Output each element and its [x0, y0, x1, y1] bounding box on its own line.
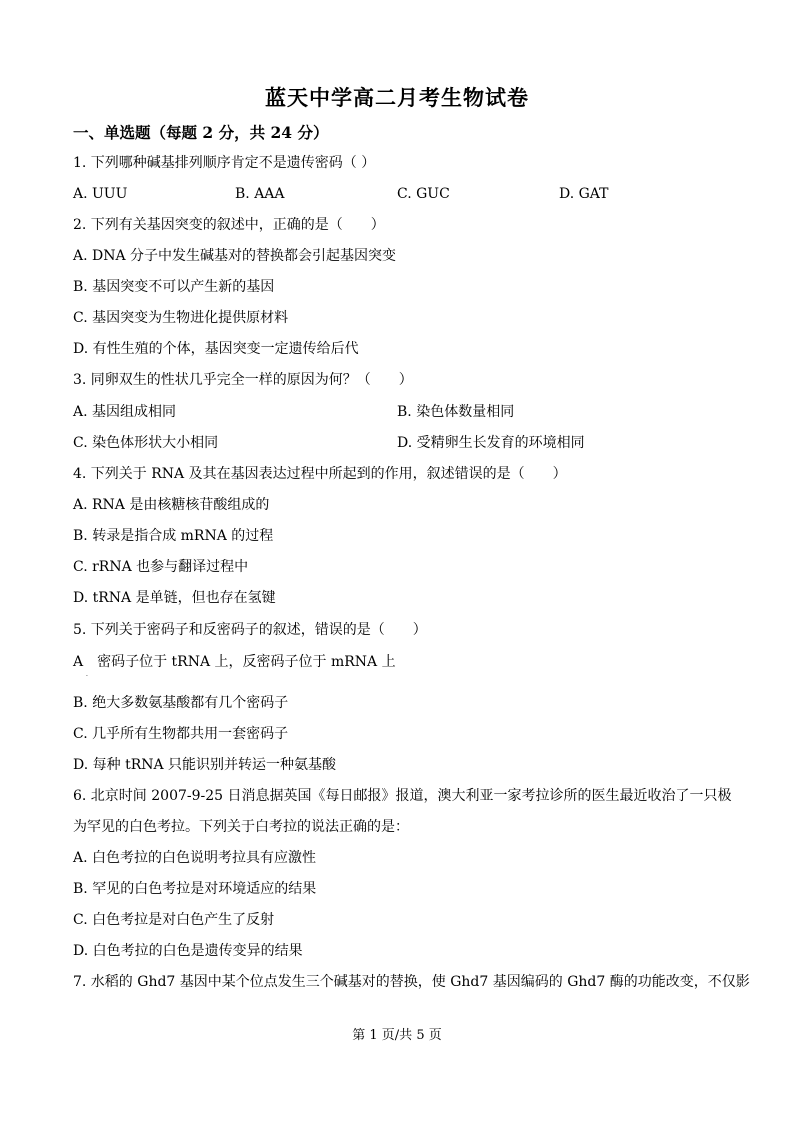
q3-option-d: D. 受精卵生长发育的环境相同: [397, 435, 585, 451]
section-heading: 一、单选题（每题 2 分，共 24 分）: [73, 123, 329, 142]
q4-option-d: D. tRNA 是单链，但也存在氢键: [73, 590, 276, 606]
q4-option-c: C. rRNA 也参与翻译过程中: [73, 559, 249, 575]
q4-option-a: A. RNA 是由核糖核苷酸组成的: [73, 497, 270, 513]
q1-option-c: C. GUC: [397, 186, 450, 202]
question-2-stem: 2. 下列有关基因突变的叙述中，正确的是（ ）: [73, 217, 385, 233]
q4-option-b: B. 转录是指合成 mRNA 的过程: [73, 528, 274, 544]
q1-option-d: D. GAT: [559, 186, 609, 202]
q6-option-c: C. 白色考拉是对白色产生了反射: [73, 912, 275, 928]
page-title: 蓝天中学高二月考生物试卷: [265, 85, 529, 110]
question-7-stem-line-1: 7. 水稻的 Ghd7 基因中某个位点发生三个碱基对的替换，使 Ghd7 基因编码的 Ghd7 酶的功能改变，不仅影: [73, 974, 750, 990]
page-footer: 第 1 页/共 5 页: [352, 1028, 442, 1043]
q1-option-b: B. AAA: [235, 186, 285, 202]
question-6-stem-line-2: 为罕见的白色考拉。下列关于白考拉的说法正确的是：: [73, 819, 409, 835]
q6-option-b: B. 罕见的白色考拉是对环境适应的结果: [73, 881, 317, 897]
q5-option-c: C. 几乎所有生物都共用一套密码子: [73, 726, 289, 742]
question-5-stem: 5. 下列关于密码子和反密码子的叙述，错误的是（ ）: [73, 622, 427, 638]
question-4-stem: 4. 下列关于 RNA 及其在基因表达过程中所起到的作用，叙述错误的是（ ）: [73, 466, 567, 482]
q6-option-a: A. 白色考拉的白色说明考拉具有应激性: [73, 850, 317, 866]
q5-option-a: A 密码子位于 tRNA 上，反密码子位于 mRNA 上: [73, 654, 396, 670]
q2-option-b: B. 基因突变不可以产生新的基因: [73, 279, 275, 295]
question-6-stem-line-1: 6. 北京时间 2007-9-25 日消息据英国《每日邮报》报道，澳大利亚一家考拉诊所的医生最近收治了一只极: [73, 788, 732, 804]
q2-option-c: C. 基因突变为生物进化提供原材料: [73, 310, 289, 326]
q1-option-a: A. UUU: [73, 186, 128, 202]
q6-option-d: D. 白色考拉的白色是遗传变异的结果: [73, 943, 303, 959]
q2-option-a: A. DNA 分子中发生碱基对的替换都会引起基因突变: [73, 248, 397, 264]
q3-option-a: A. 基因组成相同: [73, 404, 177, 420]
q2-option-d: D. 有性生殖的个体，基因突变一定遗传给后代: [73, 341, 359, 357]
q3-option-b: B. 染色体数量相同: [397, 404, 515, 420]
question-3-stem: 3. 同卵双生的性状几乎完全一样的原因为何？（ ）: [73, 372, 413, 388]
question-1-stem: 1. 下列哪种碱基排列顺序肯定不是遗传密码（ ）: [73, 155, 376, 171]
q3-option-c: C. 染色体形状大小相同: [73, 435, 219, 451]
q5-option-d: D. 每种 tRNA 只能识别并转运一种氨基酸: [73, 757, 337, 773]
scan-dot-mark: ·: [86, 673, 88, 680]
q5-option-b: B. 绝大多数氨基酸都有几个密码子: [73, 695, 289, 711]
